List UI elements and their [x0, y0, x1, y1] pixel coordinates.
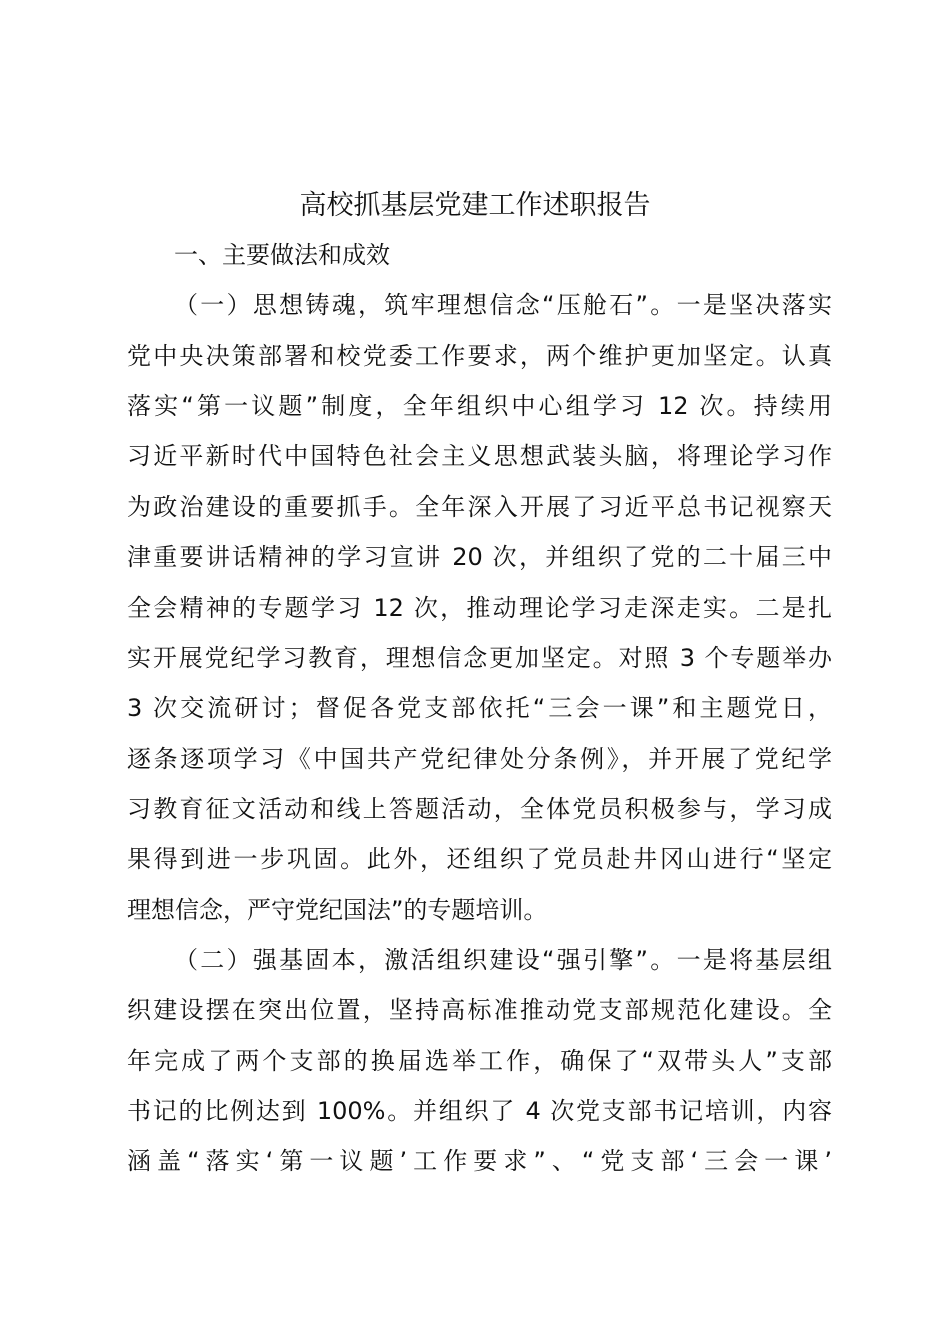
para1-line: 实开展党纪学习教育，理想信念更加坚定。对照 3 个专题举办 — [127, 644, 832, 672]
para1-line: 逐条逐项学习《中国共产党纪律处分条例》，并开展了党纪学 — [127, 745, 832, 773]
para1-line: 习教育征文活动和线上答题活动，全体党员积极参与，学习成 — [127, 795, 832, 823]
para1-line: （一）思想铸魂，筑牢理想信念“压舱石”。一是坚决落实 — [174, 291, 832, 319]
para2-line: 织建设摆在突出位置，坚持高标准推动党支部规范化建设。全 — [127, 996, 832, 1024]
para2-line: 涵盖“落实‘第一议题’工作要求”、“党支部‘三会一课’ — [127, 1147, 832, 1175]
document-title: 高校抓基层党建工作述职报告 — [299, 190, 651, 221]
para1-line: 3 次交流研讨；督促各党支部依托“三会一课”和主题党日， — [127, 694, 832, 722]
section-heading: 一、主要做法和成效 — [174, 241, 390, 269]
para1-line: 习近平新时代中国特色社会主义思想武装头脑，将理论学习作 — [127, 442, 832, 470]
para1-line: 津重要讲话精神的学习宣讲 20 次，并组织了党的二十届三中 — [127, 543, 832, 571]
para1-line: 为政治建设的重要抓手。全年深入开展了习近平总书记视察天 — [127, 493, 832, 521]
para1-line: 果得到进一步巩固。此外，还组织了党员赴井冈山进行“坚定 — [127, 845, 832, 873]
para1-line: 党中央决策部署和校党委工作要求，两个维护更加坚定。认真 — [127, 342, 832, 370]
para1-line: 全会精神的专题学习 12 次，推动理论学习走深走实。二是扎 — [127, 594, 832, 622]
para2-line: （二）强基固本，激活组织建设“强引擎”。一是将基层组 — [174, 946, 832, 974]
para2-line: 书记的比例达到 100%。并组织了 4 次党支部书记培训，内容 — [127, 1097, 832, 1125]
para2-line: 年完成了两个支部的换届选举工作，确保了“双带头人”支部 — [127, 1047, 832, 1075]
para1-line: 落实“第一议题”制度，全年组织中心组学习 12 次。持续用 — [127, 392, 832, 420]
para1-line: 理想信念，严守党纪国法”的专题培训。 — [127, 896, 548, 924]
